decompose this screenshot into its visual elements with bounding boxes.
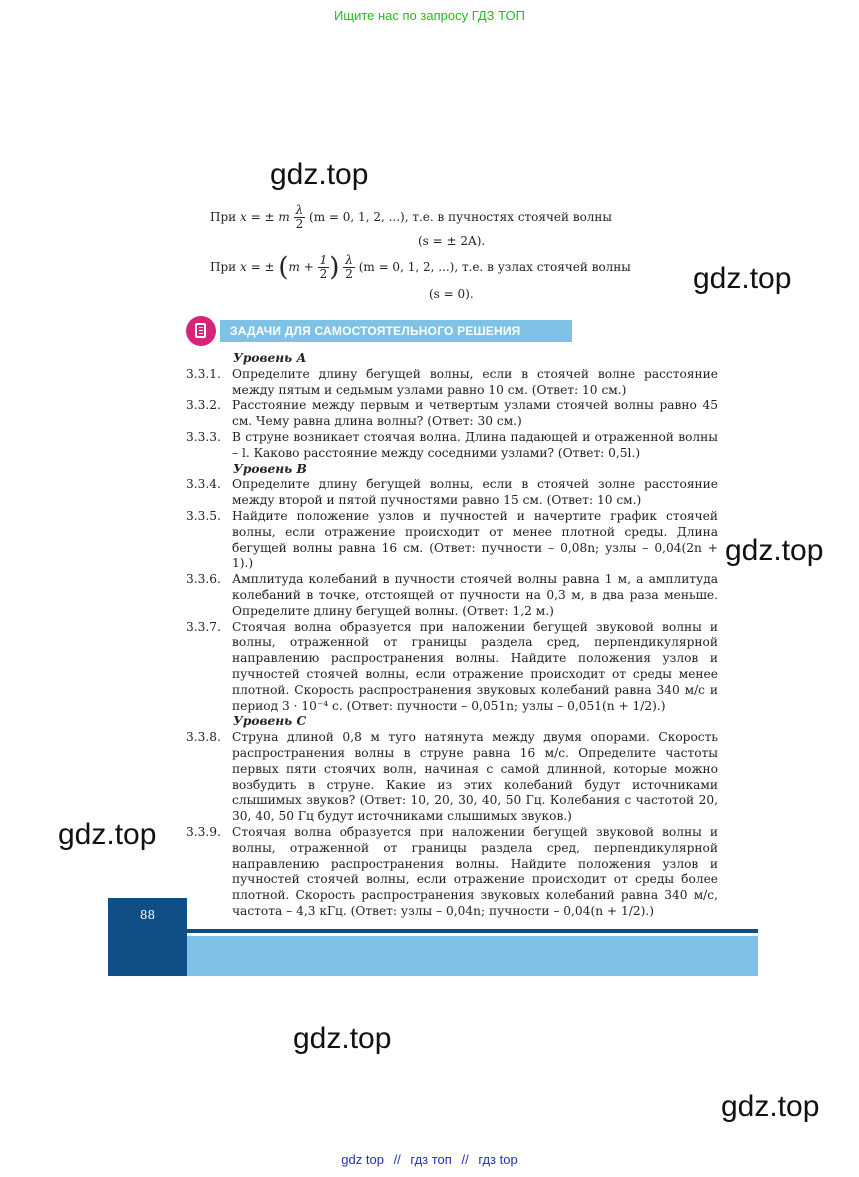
section-title: ЗАДАЧИ ДЛЯ САМОСТОЯТЕЛЬНОГО РЕШЕНИЯ bbox=[220, 320, 572, 342]
problem-number: 3.3.8. bbox=[186, 730, 221, 745]
page-number: 88 bbox=[139, 908, 156, 922]
formula-eq: = ± bbox=[250, 260, 275, 274]
footer-band bbox=[187, 936, 758, 976]
frac-den: 2 bbox=[319, 267, 328, 281]
fraction-lambda-half bbox=[294, 204, 306, 231]
problem-text: Определите длину бегущей волны, если в стоячей золне расстояние между второй и пятой пучностями равно 15 см. (Ответ: 10 см.) bbox=[232, 477, 718, 508]
problem-item bbox=[186, 430, 718, 462]
footer-link[interactable]: гдз top bbox=[478, 1152, 518, 1167]
watermark: gdz.top bbox=[58, 818, 157, 851]
problem-number: 3.3.9. bbox=[186, 824, 221, 839]
problem-item bbox=[186, 367, 718, 399]
problem-text: Струна длиной 0,8 м туго натянута между двумя опорами. Скорость распространения волны в струне равна 16 м/с. Определите частоты первых пяти стоячих волн, начиная с самой длинной, которые можно возбудить в струне. Какие из этих колебаний будут источниками слышимых звуков? (Ответ: 10, 20, 30, 40, 50 Гц. Колебания с частотой 20, 30, 40, 50 Гц будут источниками слышимых звуков.) bbox=[232, 730, 718, 824]
problem-text: Определите длину бегущей волны, если в стоячей волне расстояние между пятым и седьмым узлами равно 10 см. (Ответ: 10 см.) bbox=[232, 366, 718, 397]
footer-divider bbox=[187, 929, 758, 933]
fraction-lambda-half bbox=[343, 254, 355, 281]
frac-num: λ bbox=[343, 254, 355, 268]
watermark: gdz.top bbox=[270, 158, 369, 191]
problem-item bbox=[186, 477, 718, 509]
problem-text: В струне возникает стоячая волна. Длина падающей и отраженной волны – l. Каково расстояние между соседними узлами? (Ответ: 0,5l.) bbox=[232, 429, 718, 460]
formula-m: m bbox=[278, 210, 290, 224]
level-heading: Уровень В bbox=[233, 461, 307, 476]
formula-var: x bbox=[239, 260, 247, 274]
formula-result: (s = 0). bbox=[429, 287, 474, 301]
search-hint[interactable]: Ищите нас по запросу ГДЗ ТОП bbox=[334, 8, 525, 23]
problem-item bbox=[186, 572, 718, 619]
problem-item bbox=[186, 398, 718, 430]
level-heading: Уровень С bbox=[233, 714, 307, 729]
problem-number: 3.3.5. bbox=[186, 508, 221, 523]
problem-number: 3.3.1. bbox=[186, 366, 221, 381]
watermark: gdz.top bbox=[721, 1090, 820, 1123]
level-heading: Уровень А bbox=[233, 351, 307, 365]
fraction-one-half bbox=[318, 254, 330, 281]
problem-text: Стоячая волна образуется при наложении бегущей звуковой волны и волны, отраженной от границы раздела сред, перпендикулярной направлению распространения волны. Найдите положения узлов и пучностей стоячей волны, если отражение происходит от среды менее плотной. Скорость распространения звуковых колебаний равна 340 м/с и период 3 · 10⁻⁴ с. (Ответ: пучности – 0,051n; узлы – 0,051(n + 1/2).) bbox=[232, 619, 718, 713]
frac-num: 1 bbox=[319, 253, 328, 267]
problem-item bbox=[186, 730, 718, 825]
problem-number: 3.3.2. bbox=[186, 398, 221, 413]
problem-number: 3.3.4. bbox=[186, 477, 221, 492]
paren-open: ( bbox=[278, 252, 289, 283]
problem-text: Расстояние между первым и четвертым узлами стоячей волны равно 45 см. Чему равна длина волны? (Ответ: 30 см.) bbox=[232, 398, 718, 429]
watermark: gdz.top bbox=[293, 1022, 392, 1055]
footer-link[interactable]: gdz top bbox=[341, 1152, 384, 1167]
problem-text: Амплитуда колебаний в пучности стоячей волны равна 1 м, а амплитуда колебаний в точке, отстоящей от пучности на 0,3 м, в два раза меньше. Определите длину бегущей волны. (Ответ: 1,2 м.) bbox=[232, 572, 718, 618]
frac-num: λ bbox=[294, 204, 306, 218]
problem-item bbox=[186, 620, 718, 715]
formula-m-plus: m + bbox=[288, 260, 314, 274]
problem-text: Стоячая волна образуется при наложении бегущей звуковой волны и волны, отраженной от границы раздела сред, перпендикулярной направлению распространения волны. Найдите положения узлов и пучностей стоячей волны, если отражение происходит от среды более плотной. Скорость распространения звуковых колебаний равна 340 м/с, частота – 4,3 кГц. (Ответ: узлы – 0,04n; пучности – 0,04(n + 1/2).) bbox=[232, 824, 718, 918]
formula-var: x bbox=[239, 210, 247, 224]
watermark: gdz.top bbox=[725, 534, 824, 567]
frac-den: 2 bbox=[345, 267, 353, 281]
problem-number: 3.3.6. bbox=[186, 572, 221, 587]
formula-result: (s = ± 2A). bbox=[418, 234, 486, 248]
formula-condition: (m = 0, 1, 2, ...), т.е. в пучностях стоячей волны bbox=[309, 210, 612, 224]
formula-antinodes bbox=[210, 204, 612, 231]
footer-separator: // bbox=[461, 1152, 469, 1167]
problem-number: 3.3.7. bbox=[186, 619, 221, 634]
problem-item bbox=[186, 825, 718, 920]
formula-prefix: При bbox=[210, 260, 237, 274]
frac-den: 2 bbox=[295, 217, 304, 231]
notebook-icon bbox=[186, 316, 216, 346]
watermark: gdz.top bbox=[693, 262, 792, 295]
footer-links bbox=[0, 1152, 859, 1167]
section-header bbox=[186, 316, 586, 346]
footer-separator: // bbox=[393, 1152, 401, 1167]
footer-link[interactable]: гдз топ bbox=[410, 1152, 452, 1167]
formula-nodes bbox=[210, 254, 631, 281]
paren-close: ) bbox=[329, 252, 340, 283]
formula-condition: (m = 0, 1, 2, ...), т.е. в узлах стоячей волны bbox=[358, 260, 631, 274]
formula-prefix: При bbox=[210, 210, 237, 224]
formula-eq: = ± bbox=[250, 210, 275, 224]
problem-item bbox=[186, 509, 718, 572]
problem-list bbox=[186, 351, 718, 920]
problem-text: Найдите положение узлов и пучностей и начертите график стоячей волны, если отражение происходит от менее плотной среды. Длина бегущей волны равна 16 см. (Ответ: пучности – 0,08n; узлы – 0,04(2n + 1).) bbox=[232, 508, 718, 571]
problem-number: 3.3.3. bbox=[186, 429, 221, 444]
